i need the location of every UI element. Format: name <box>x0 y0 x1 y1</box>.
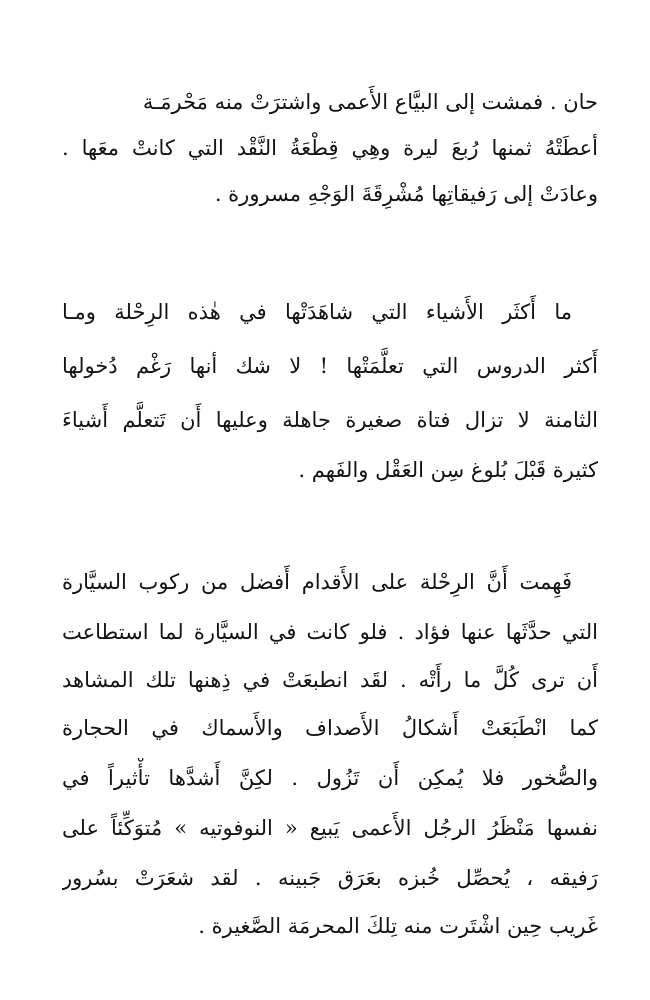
text-line: وعادَتْ إلى رَفيقاتِها مُشْرِقَةَ الوَجْهِ مسرورة . <box>214 182 598 206</box>
text-line: حان . فمشت إلى البيَّاع الأَعمى واشترَتْ منه مَحْرمَـة <box>142 90 598 114</box>
text-line: التي حدَّثَها عنها فؤاد . فلو كانت في السيَّارة لما استطاعت <box>62 620 598 644</box>
text-line: كما انْطَبَعَتْ أَشكالُ الأَصداف والأَسماك في الحجارة <box>62 716 598 740</box>
text-line: أَن ترى كُلَّ ما رأَتْه . لقَد انطبعَتْ في ذِهنها تلك المشاهد <box>62 668 598 692</box>
text-line: كثيرة قَبْلَ بُلوغ سِن العَقْل والفَهم . <box>298 458 598 482</box>
text-line: والصُّخور فلا يُمكِن أَن تَزُول . لكِنَّ أَشدَّها تأْثيراً في <box>62 766 598 790</box>
text-line: أَكثر الدروس التي تعلَّمَتْها ! لا شك أنها رَغْم دُخولها <box>62 354 598 378</box>
text-line: الثامنة لا تزال فتاة صغيرة جاهلة وعليها أَن تَتعلَّم أَشياءَ <box>62 408 598 432</box>
text-line: غَريب حِين اشْتَرت منه تِلكَ المحرمَة الصَّغيرة . <box>198 914 598 938</box>
text-line: رَفيقه ، يُحصِّل خُبزه بعَرَق جَبينه . لقد شعَرَتْ بسُرور <box>62 866 598 890</box>
text-line: نفسها مَنْظَرُ الرجُل الأَعمى يَبيع « النوفوتيه » مُتوَكِّئاً على <box>62 816 598 840</box>
text-line: ما أَكثَر الأَشياء التي شاهَدَتْها في هٰذه الرِحْلة ومـا <box>62 300 572 324</box>
text-line: أعطَتْهُ ثمنها رُبعَ ليرة وهِي قِطْعَةُ النَّقْد التي كانتْ معَها . <box>62 136 598 160</box>
text-line: فَهِمت أَنَّ الرِحْلة على الأَقدام أَفضل من ركوب السيَّارة <box>62 570 572 594</box>
